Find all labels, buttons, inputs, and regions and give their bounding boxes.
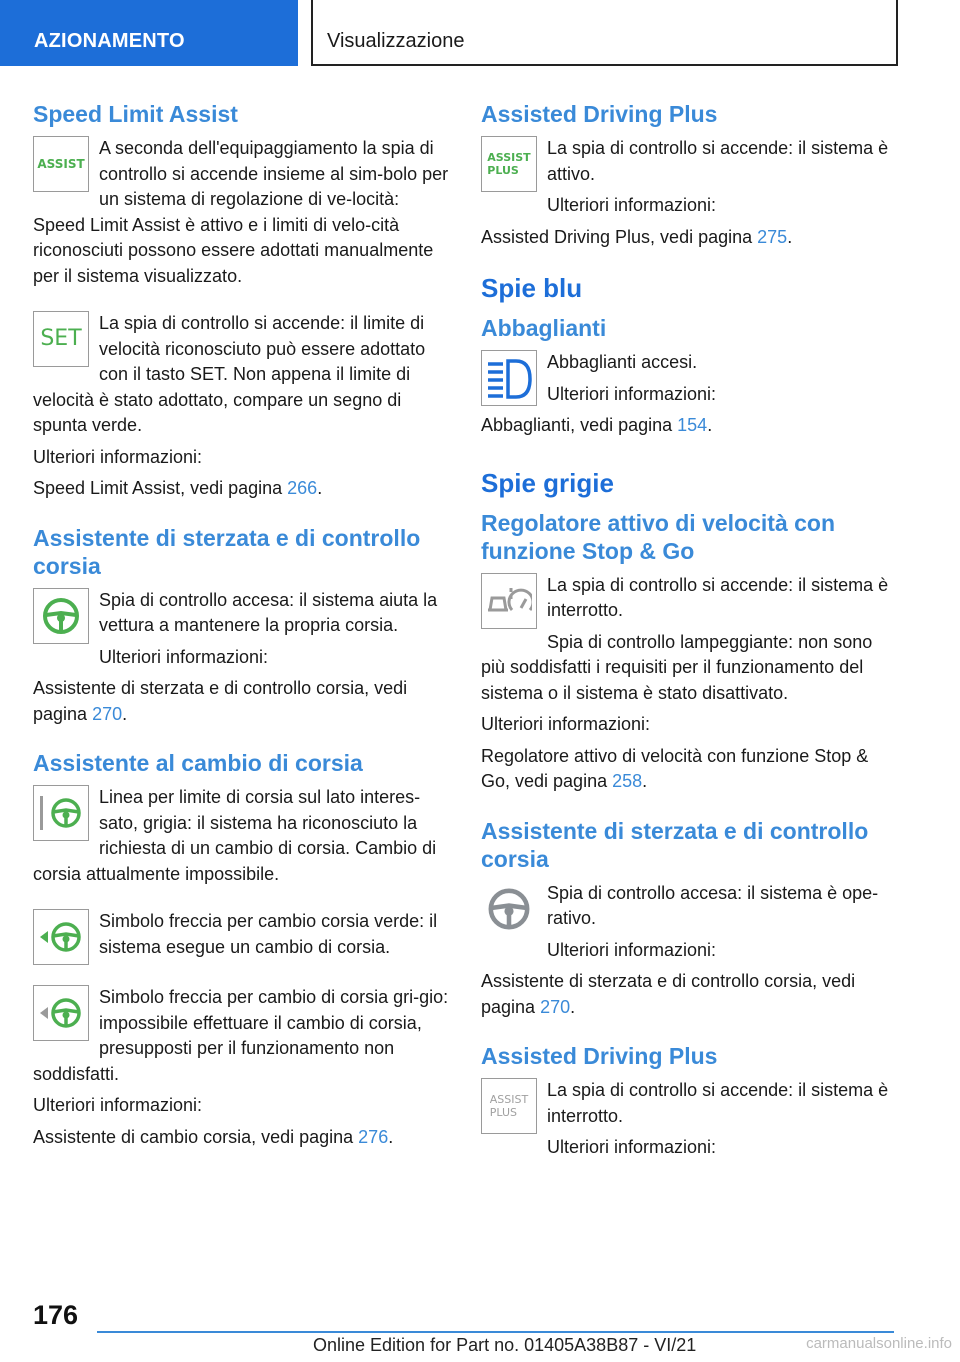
header-topic-label: Visualizzazione [327,30,465,52]
watermark: carmanualsonline.info [806,1335,952,1352]
text-adp-1: La spia di controllo si accende: il sistema è attivo. [547,138,889,184]
entry-lca-3 [33,985,449,1093]
entry-lka [33,588,449,677]
entry-acc [481,573,897,713]
more-info-label: Ulteriori informazioni: [99,646,269,667]
more-info-label: Ulteriori informazioni: [547,1137,717,1157]
more-info-label: Ulteriori informazioni: [547,383,717,404]
entry-lca-2 [33,909,449,969]
page-link-276[interactable]: 276 [358,1126,389,1147]
entry-set [33,311,449,445]
header-section-label: AZIONAMENTO [34,30,185,52]
heading-lane-keeping-grey: Assistente di sterzata e di controllo corsia [481,817,869,872]
lane-change-green-arrow-icon [33,909,89,965]
page-link-270[interactable]: 270 [92,703,123,724]
heading-blue-lights: Spie blu [481,273,583,303]
entry-adp-grey [481,1078,897,1167]
page-link-266[interactable]: 266 [287,478,318,498]
entry-lca-1 [33,785,449,893]
text-lca-3: Simbolo freccia per cambio di corsia gri-gio: impossibile effettuare il cambio di corsia, presupposti per il funzionamento non soddisfatti. [33,987,449,1084]
heading-assisted-driving-plus-grey: Assisted Driving Plus [481,1043,718,1069]
acc-grey-icon [481,573,537,629]
text-lka-grey-1: Spia di controllo accesa: il sistema è ope-rativo. [547,882,879,928]
text-sla-1: A seconda dell'equipaggiamento la spia di controllo si accende insieme al sim-bolo per un sistema di regolazione di ve-locità: Speed Limit Assist è attivo e i limiti di velo-cità riconosciuti possono essere adottati manualmente per il sistema visualizzato. [33,138,449,286]
assist-plus-grey-icon: ASSIST PLUS [481,1078,537,1134]
header-section-tab [0,0,298,66]
steering-wheel-grey-icon [481,881,537,937]
entry-lka-grey [481,881,897,970]
header-topic-box [311,0,898,66]
text-acc-2: Spia di controllo lampeggiante: non sono più soddisfatti i requisiti per il funzionamento del sistema o il sistema è stato disattivato. [481,631,873,703]
more-info-label: Ulteriori informazioni: [33,446,203,467]
lane-change-grey-arrow-icon [33,985,89,1041]
entry-assist [33,136,449,295]
heading-acc-stop-go: Regolatore attivo di velocità con funzione Stop & Go [481,509,836,564]
ref-lca: Assistente di cambio corsia, vedi pagina 276. [33,1126,394,1147]
more-info-label: Ulteriori informazioni: [547,195,717,215]
footer-edition: Online Edition for Part no. 01405A38B87 - VI/21 [313,1335,697,1355]
ref-sla: Speed Limit Assist, vedi pagina 266. [33,478,323,498]
high-beam-icon [481,350,537,406]
text-sla-2: La spia di controllo si accende: il limite di velocità riconosciuto può essere adottato con il tasto SET. Non appena il limite di velocità è stato adottato, compare un segno di spunta verde. [33,313,426,435]
text-acc-1: La spia di controllo si accende: il sistema è interrotto. [547,574,889,620]
text-adp-grey-1: La spia di controllo si accende: il sistema è interrotto. [547,1080,889,1126]
heading-assisted-driving-plus: Assisted Driving Plus [481,101,718,127]
heading-lane-change: Assistente al cambio di corsia [33,750,363,776]
steering-wheel-green-icon [33,588,89,644]
ref-adp: Assisted Driving Plus, vedi pagina 275. [481,226,793,247]
text-high-beam: Abbaglianti accesi. [547,352,698,372]
set-icon: SET [33,311,89,367]
lane-change-grey-line-icon [33,785,89,841]
ref-high-beam: Abbaglianti, vedi pagina 154. [481,415,713,435]
more-info-label: Ulteriori informazioni: [481,714,651,734]
left-column [33,100,449,1156]
entry-adp [481,136,897,225]
more-info-label: Ulteriori informazioni: [547,939,717,960]
ref-lka: Assistente di sterzata e di controllo corsia, vedi pagina 270. [33,678,408,724]
more-info-label: Ulteriori informazioni: [33,1095,203,1115]
page-link-270-b[interactable]: 270 [540,996,571,1017]
heading-high-beam: Abbaglianti [481,315,607,341]
text-lka-1: Spia di controllo accesa: il sistema aiuta la vettura a mantenere la propria corsia. [99,589,438,635]
heading-lane-keeping: Assistente di sterzata e di controllo corsia [33,524,421,579]
page-link-275[interactable]: 275 [757,226,788,247]
ref-acc: Regolatore attivo di velocità con funzione Stop & Go, vedi pagina 258. [481,745,869,791]
heading-speed-limit-assist: Speed Limit Assist [33,101,238,127]
ref-lka-grey: Assistente di sterzata e di controllo corsia, vedi pagina 270. [481,971,856,1017]
assist-plus-green-icon: ASSIST PLUS [481,136,537,192]
right-column [481,100,897,1167]
page-number: 176 [33,1300,79,1330]
assist-green-icon: ASSIST [33,136,89,192]
footer-divider [97,1331,894,1333]
page-link-154[interactable]: 154 [677,415,708,435]
text-lca-1: Linea per limite di corsia sul lato interes-sato, grigia: il sistema ha riconosciuto la richiesta di un cambio di corsia. Cambio di corsia attualmente impossibile. [33,787,437,884]
page-link-258[interactable]: 258 [612,771,643,791]
text-lca-2: Simbolo freccia per cambio corsia verde: il sistema esegue un cambio di corsia. [99,911,438,957]
entry-high-beam [481,350,897,445]
heading-grey-lights: Spie grigie [481,467,614,498]
